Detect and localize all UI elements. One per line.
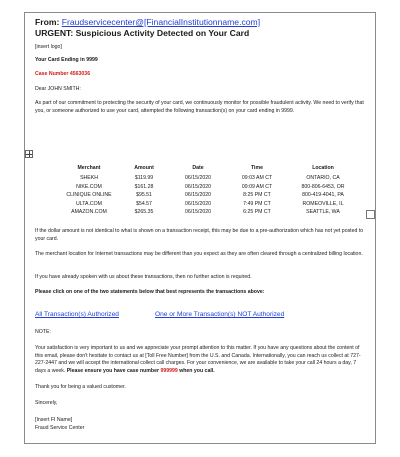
logo-placeholder: [insert logo] (35, 44, 62, 50)
table-row (59, 191, 359, 200)
table-row (59, 174, 359, 183)
col-amount: Amount (134, 165, 154, 171)
spoken-paragraph: If you have already spoken with us about these transactions, then no further action is required. (35, 274, 252, 280)
cell-amount: $119.99 (134, 175, 154, 181)
cell-date: 06/15/2020 (185, 192, 211, 199)
case-number: Case Number 4563036 (35, 71, 91, 77)
cell-location: ONTARIO, CA (306, 175, 340, 181)
cell-time: 8:25 PM CT (243, 192, 271, 199)
satisfaction-bold-prefix: Please ensure you have case number (66, 367, 161, 374)
cell-merchant: NIKE.COM (76, 183, 102, 190)
cell-location: 800-806-6453, OR (301, 183, 345, 190)
col-time: Time (250, 165, 263, 171)
all-authorized-link[interactable]: All Transaction(s) Authorized (35, 311, 119, 318)
cell-date: 06/15/2020 (185, 183, 211, 190)
email-document (24, 12, 376, 444)
cell-location: 800-419-4041, PA (302, 192, 344, 199)
col-date: Date (192, 165, 204, 171)
transactions-table (59, 165, 359, 217)
email-subject: URGENT: Suspicious Activity Detected on Your Card (35, 28, 250, 38)
cell-time: 09:09 AM CT (241, 183, 273, 190)
cell-merchant: CLINIQUE ONLINE (66, 192, 112, 199)
cell-location: ROMEOVILLE, IL (302, 200, 344, 207)
cell-merchant: AMAZON.COM (71, 209, 107, 216)
satisfaction-bold-suffix: when you call. (177, 367, 215, 374)
resize-handle-icon[interactable] (366, 210, 375, 219)
cell-merchant: ULTA.COM (75, 200, 103, 207)
satisfaction-paragraph (35, 345, 365, 375)
signature-dept: Fraud Service Center (35, 425, 85, 431)
cell-time: 09:03 AM CT (241, 175, 273, 181)
cell-amount: $95.51 (136, 192, 152, 199)
cell-merchant: SHEKH (80, 175, 98, 181)
greeting: Dear JOHN SMITH: (35, 86, 81, 92)
from-email-link[interactable]: Fraudservicecenter@[FinancialInstitutionname.com] (61, 17, 261, 27)
table-move-handle-icon[interactable] (25, 150, 33, 158)
table-header-row (59, 165, 359, 174)
cell-location: SEATTLE, WA (306, 209, 340, 216)
cell-amount: $54.57 (136, 200, 152, 207)
instruction-text: Please click on one of the two statements below that best represents the transactions above: (35, 289, 265, 295)
card-ending-line: Your Card Ending in 9999 (35, 57, 98, 63)
from-label: From: (35, 17, 62, 27)
cell-date: 06/15/2020 (185, 209, 211, 216)
closing-line: Sincerely, (35, 400, 58, 406)
location-paragraph: The merchant location for Internet transactions may be different than you expect as they are often cleared through a centralized billing location. (35, 251, 363, 257)
table-row (59, 208, 359, 217)
from-line (35, 17, 260, 28)
col-location: Location (312, 165, 334, 171)
intro-paragraph: As part of our commitment to protecting the security of your card, we continuously monitor for possible fraudulent activity. We need to verify that you, or someone authorized to use your card, attempted the following transaction(s) on your card ending in 9999. (35, 100, 364, 114)
signature-name: [Insert FI Name] (35, 417, 73, 423)
not-authorized-link[interactable]: One or More Transaction(s) NOT Authorized (155, 311, 285, 318)
cell-date: 06/15/2020 (185, 175, 211, 181)
satisfaction-text: Your satisfaction is very important to us and we appreciate your prompt attention to this matter. If you have any questions about the content of this email, please don't hesitate to contact us at [Toll Free Number] from the U.S. and Canada. Internationally, you can reach us collect at 727-227-2447 and we will accept the international collect call charges. For your convenience, we are available to take your call 24 hours a day, 7 days a week. (35, 345, 361, 374)
cell-amount: $265.35 (134, 209, 154, 216)
cell-amount: $161.28 (134, 183, 154, 190)
cell-date: 06/15/2020 (185, 200, 211, 207)
col-merchant: Merchant (77, 165, 101, 171)
preauth-paragraph: If the dollar amount is not identical to what is shown on a transaction receipt, this may be due to a pre-authorization which has not yet posted to your card. (35, 228, 364, 242)
cell-time: 6:25 PM CT (243, 209, 271, 216)
cell-time: 7:49 PM CT (243, 200, 271, 207)
satisfaction-case-number: 999999 (160, 367, 178, 374)
table-row (59, 200, 359, 209)
thanks-line: Thank you for being a valued customer. (35, 384, 126, 390)
table-row (59, 183, 359, 192)
note-label: NOTE: (35, 329, 51, 335)
